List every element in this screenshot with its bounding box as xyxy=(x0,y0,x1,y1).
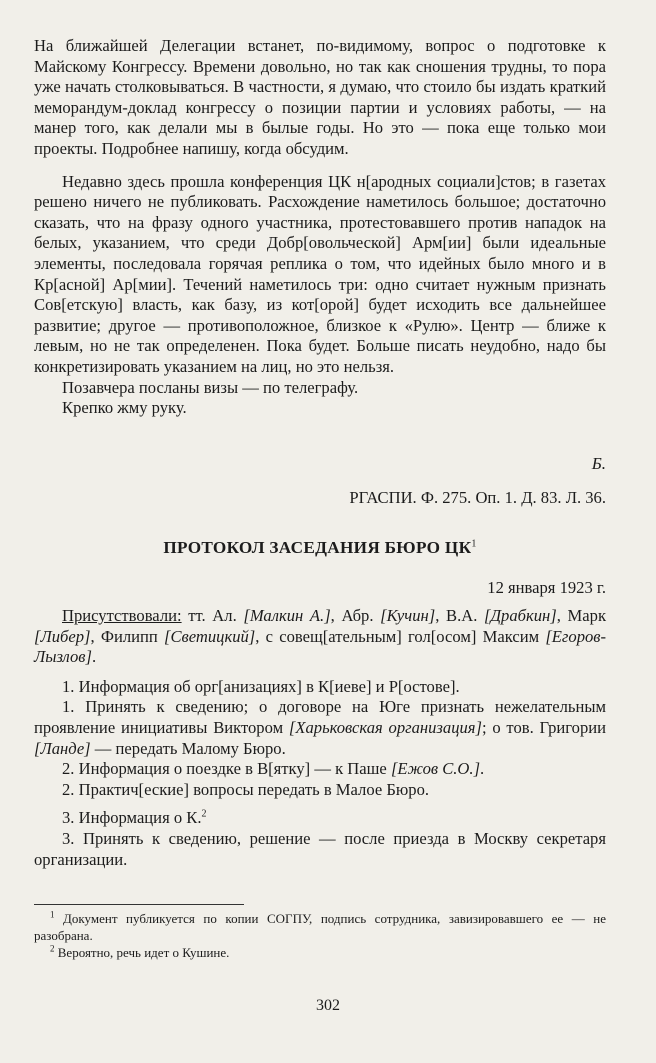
protocol-body xyxy=(34,606,606,870)
page-number: 302 xyxy=(316,997,340,1014)
footnote-2: $^2$ Вероятно, речь идет о Кушине. xyxy=(50,943,230,960)
footnote-mark-2: 2 xyxy=(201,808,207,820)
letter-paragraph-3: Позавчера посланы визы — по телеграфу. xyxy=(62,377,359,397)
footnotes xyxy=(34,910,606,961)
agenda-item-1: 1. Информация об орг[анизациях] в К[иеве] и Р[остове]. xyxy=(62,676,460,696)
letter-paragraph-4: Крепко жму руку. xyxy=(62,398,187,418)
protocol-title-text: ПРОТОКОЛ ЗАСЕДАНИЯ БЮРО ЦК xyxy=(163,538,472,557)
decision-item-3: 3. Принять к сведению, решение — после приезда в Москву секретаря организации. xyxy=(34,828,606,869)
agenda-item-3: 3. Информация о К.$^2$ xyxy=(62,808,207,828)
protocol-title xyxy=(34,538,606,558)
decision-item-2: 2. Практич[еские] вопросы передать в Малое Бюро. xyxy=(62,779,430,799)
archive-reference: РГАСПИ. Ф. 275. Оп. 1. Д. 83. Л. 36. xyxy=(349,488,606,507)
letter-paragraph-2: Недавно здесь прошла конференция ЦК н[ародных социали]стов; в газетах решено ничего не публиковать. Расхождение наметилось большое; достаточно сказать, что на фразу одного участника, протестовавшего против нападок на белых, указанием, что среди Добр[овольческой] Арм[ии] были идеальные элементы, последовала горячая реплика о том, что идейных было много и в Кр[асной] Ар[мии]. Течений наметилось три: одно считает нужным признать Сов[етскую] власть, как базу, из кот[орой] будет исходить все дальнейшее развитие; другое — противоположное, близкое к «Рулю». Центр — ближе к левым, но не так определенен. Пока будет. Больше писать неудобно, надо бы конкретизировать указанием на лиц, но это нельзя. xyxy=(34,171,606,376)
letter-paragraph-1: На ближайшей Делегации встанет, по-видимому, вопрос о подготовке к Майскому Конгрессу. Времени довольно, но так как сношения трудны, то пора уже начать столковываться. В частности, я думаю, что стоило бы издать краткий меморандум-доклад конгрессу о позиции партии и условиях работы, — на манер того, как делали мы в былые годы. Но это — пока еще только мои проекты. Подробнее напишу, когда обсудим. xyxy=(34,36,606,158)
letter-signature: Б. xyxy=(591,454,606,473)
protocol-date: 12 января 1923 г. xyxy=(487,578,606,597)
decision-item-1: 1. Принять к сведению; о договоре на Юге признать нежелательным проявление инициативы Виктором [Харьковская организация]; о тов. Григории [Ланде] — передать Малому Бюро. xyxy=(34,697,607,758)
footnote-divider xyxy=(34,904,244,905)
letter-body xyxy=(34,36,606,419)
footnote-mark-1: 1 xyxy=(471,538,477,550)
footnote-1: $^1$ Документ публикуется по копии СОГПУ, подпись сотрудника, завизировавшего ее — не разобрана. xyxy=(34,909,606,943)
attendees-label: Присутствовали: xyxy=(62,606,182,625)
attendees: Присутствовали: тт. Ал. [Малкин А.], Абр. [Кучин], В.А. [Драбкин], Марк [Либер], Филипп [Светицкий], с совещ[ательным] гол[осом] Максим [Егоров-Лызлов]. xyxy=(34,606,607,667)
agenda-item-2: 2. Информация о поездке в В[ятку] — к Паше [Ежов С.О.]. xyxy=(62,759,485,779)
